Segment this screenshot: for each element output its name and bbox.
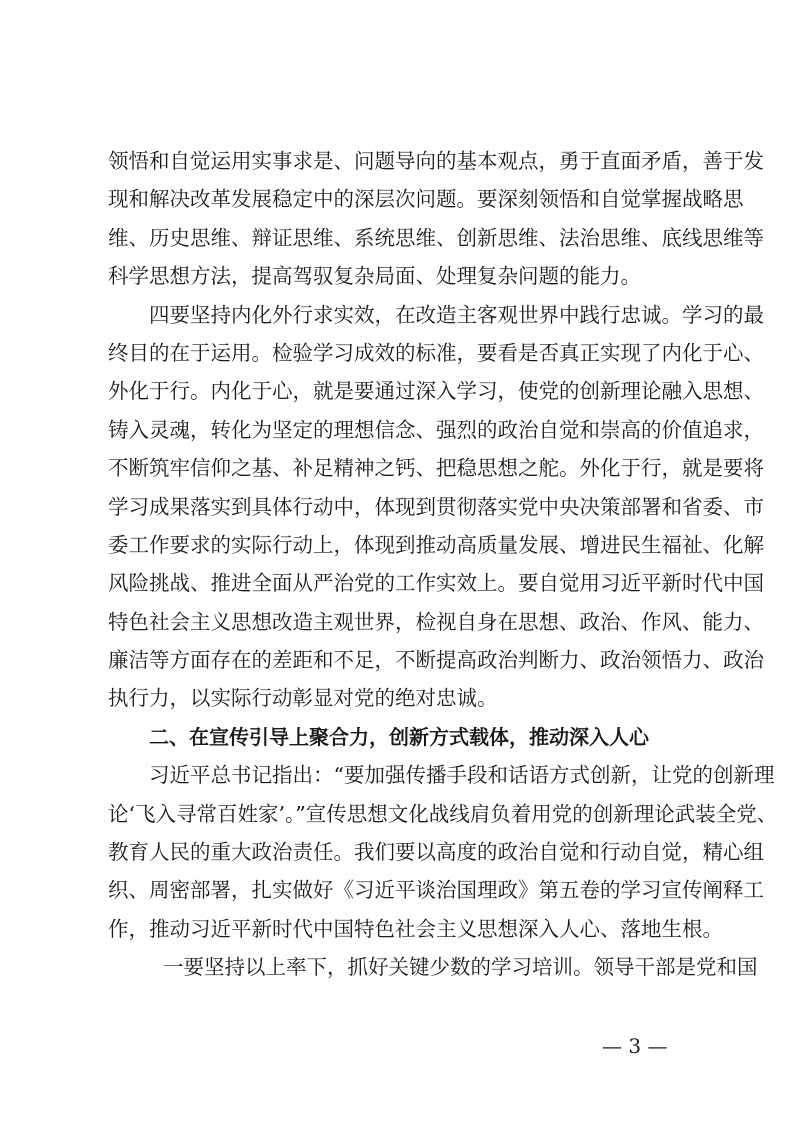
body-line: 终目的在于运用。检验学习成效的标准，要看是否真正实现了内化于心、 [108,340,764,365]
body-line: 织、周密部署，扎实做好《习近平谈治国理政》第五卷的学习宣传阐释工 [108,878,764,903]
body-line: 外化于行。内化于心，就是要通过深入学习，使党的创新理论融入思想、 [108,379,764,404]
body-line: 特色社会主义思想改造主观世界，检视自身在思想、政治、作风、能力、 [108,609,764,634]
body-line: 铸入灵魂，转化为坚定的理想信念、强烈的政治自觉和崇高的价值追求， [108,417,764,442]
paragraph-start-line: 四要坚持内化外行求实效，在改造主客观世界中践行忠诚。学习的最 [149,302,764,327]
body-line: 领悟和自觉运用实事求是、问题导向的基本观点，勇于直面矛盾，善于发 [108,149,764,173]
body-line: 学习成果落实到具体行动中，体现到贯彻落实党中央决策部署和省委、市 [108,494,764,519]
page-number: — 3 — [602,1034,668,1058]
body-line: 不断筑牢信仰之基、补足精神之钙、把稳思想之舵。外化于行，就是要将 [108,456,764,481]
body-line: 廉洁等方面存在的差距和不足，不断提高政治判断力、政治领悟力、政治 [108,648,764,673]
body-line: 维、历史思维、辩证思维、系统思维、创新思维、法治思维、底线思维等 [108,225,764,250]
body-line: 执行力，以实际行动彰显对党的绝对忠诚。 [108,686,498,711]
paragraph-start-line: 习近平总书记指出：“要加强传播手段和话语方式创新，让党的创新理 [149,763,775,788]
body-line: 现和解决改革发展稳定中的深层次问题。要深刻领悟和自觉掌握战略思 [108,187,744,212]
section-heading: 二、在宣传引导上聚合力，创新方式载体，推动深入人心 [149,724,649,749]
body-line: 作，推动习近平新时代中国特色社会主义思想深入人心、落地生根。 [108,916,723,941]
body-line: 教育人民的重大政治责任。我们要以高度的政治自觉和行动自觉，精心组 [108,840,764,865]
body-line: 论‘飞入寻常百姓家’。”宣传思想文化战线肩负着用党的创新理论武装全党、 [108,801,778,826]
body-line: 风险挑战、推进全面从严治党的工作实效上。要自觉用习近平新时代中国 [108,571,764,596]
body-line: 委工作要求的实际行动上，体现到推动高质量发展、增进民生福祉、化解 [108,532,764,557]
body-line: 科学思想方法，提高驾驭复杂局面、处理复杂问题的能力。 [108,264,641,289]
document-body [108,142,778,987]
paragraph-start-line: 一要坚持以上率下，抓好关键少数的学习培训。领导干部是党和国 [163,955,758,980]
